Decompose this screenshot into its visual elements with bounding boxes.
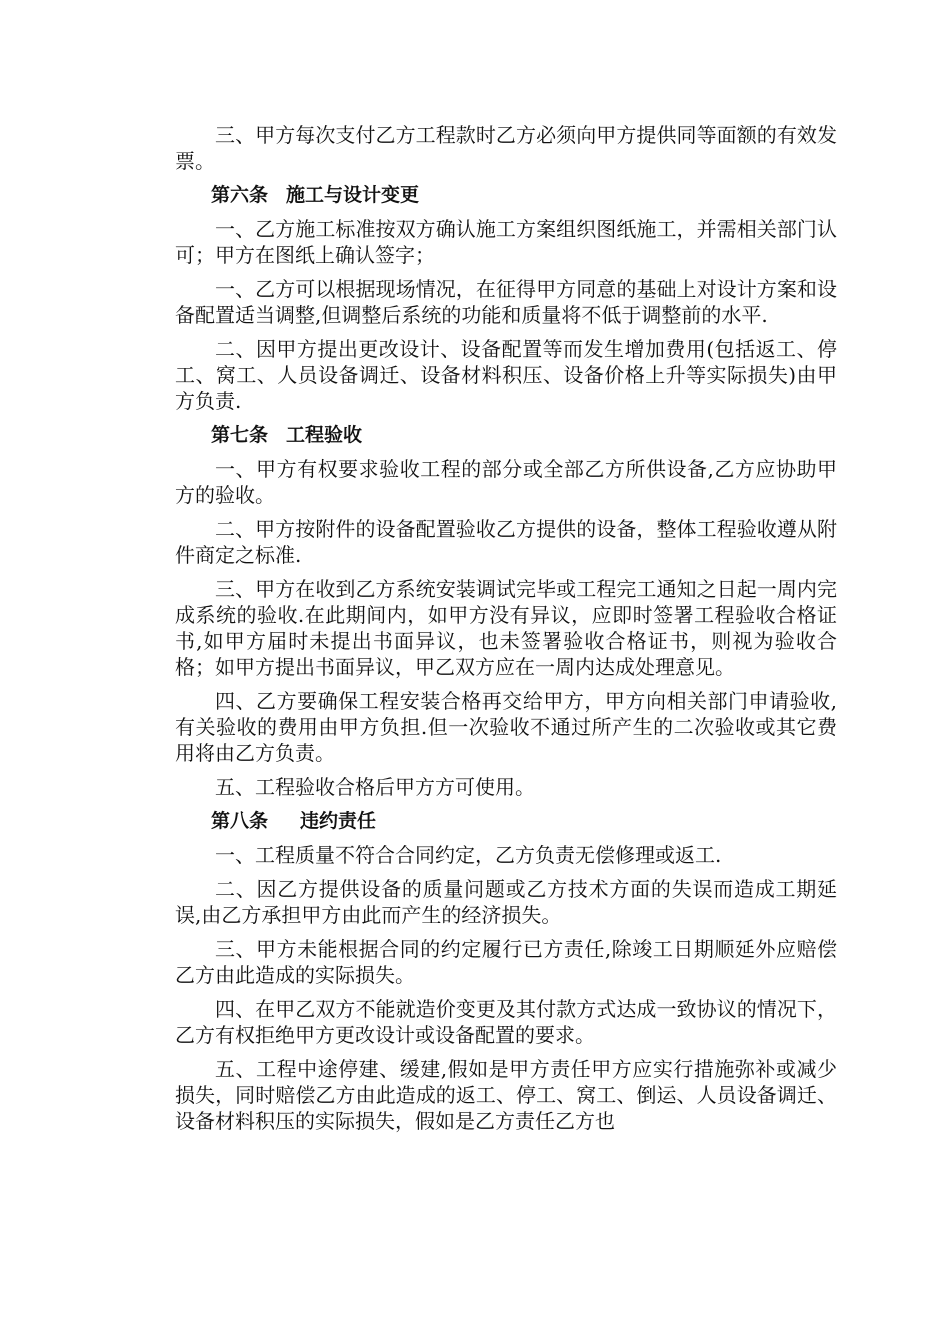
clause-7-item-4: 四、乙方要确保工程安装合格再交给甲方，甲方向相关部门申请验收,有关验收的费用由甲方负担.但一次验收不通过所产生的二次验收或其它费用将由乙方负责。 bbox=[175, 689, 837, 765]
clause-8-item-1: 一、工程质量不符合合同约定，乙方负责无偿修理或返工. bbox=[215, 843, 722, 867]
clause-8-item-4: 四、在甲乙双方不能就造价变更及其付款方式达成一致协议的情况下，乙方有权拒绝甲方更改设计或设备配置的要求。 bbox=[175, 997, 837, 1047]
clause-6-item-1b: 一、乙方可以根据现场情况，在征得甲方同意的基础上对设计方案和设备配置适当调整,但调整后系统的功能和质量将不低于调整前的水平. bbox=[175, 277, 837, 327]
clause-7-item-1: 一、甲方有权要求验收工程的部分或全部乙方所供设备,乙方应协助甲方的验收。 bbox=[175, 457, 837, 507]
article-6-heading bbox=[175, 182, 837, 208]
document-page bbox=[175, 122, 837, 1142]
article-number: 第七条 bbox=[211, 424, 269, 446]
clause-8-item-2: 二、因乙方提供设备的质量问题或乙方技术方面的失误而造成工期延误,由乙方承担甲方由此而产生的经济损失。 bbox=[175, 877, 837, 927]
clause-6-item-1a: 一、乙方施工标准按双方确认施工方案组织图纸施工，并需相关部门认可；甲方在图纸上确认签字； bbox=[175, 217, 837, 267]
clause-5-item-3: 三、甲方每次支付乙方工程款时乙方必须向甲方提供同等面额的有效发票。 bbox=[175, 123, 837, 173]
article-title: 违约责任 bbox=[300, 810, 377, 832]
article-title: 施工与设计变更 bbox=[286, 184, 420, 206]
article-number: 第六条 bbox=[211, 184, 269, 206]
clause-8-item-5: 五、工程中途停建、缓建,假如是甲方责任甲方应实行措施弥补或减少损失，同时赔偿乙方由此造成的返工、停工、窝工、倒运、人员设备调迁、设备材料积压的实际损失，假如是乙方责任乙方也 bbox=[175, 1057, 837, 1133]
clause-6-item-2: 二、因甲方提出更改设计、设备配置等而发生增加费用(包括返工、停工、窝工、人员设备调迁、设备材料积压、设备价格上升等实际损失)由甲方负责. bbox=[175, 337, 837, 413]
article-7-heading bbox=[175, 422, 837, 448]
clause-7-item-2: 二、甲方按附件的设备配置验收乙方提供的设备，整体工程验收遵从附件商定之标准. bbox=[175, 517, 837, 567]
clause-7-item-5: 五、工程验收合格后甲方方可使用。 bbox=[215, 775, 535, 799]
clause-7-item-3: 三、甲方在收到乙方系统安装调试完毕或工程完工通知之日起一周内完成系统的验收.在此期间内，如甲方没有异议，应即时签署工程验收合格证书,如甲方届时未提出书面异议，也未签署验收合格证书，则视为验收合格；如甲方提出书面异议，甲乙双方应在一周内达成处理意见。 bbox=[175, 577, 837, 679]
clause-8-item-3: 三、甲方未能根据合同的约定履行已方责任,除竣工日期顺延外应赔偿乙方由此造成的实际损失。 bbox=[175, 937, 837, 987]
article-number: 第八条 bbox=[211, 810, 269, 832]
article-title: 工程验收 bbox=[286, 424, 363, 446]
article-8-heading bbox=[175, 808, 837, 834]
